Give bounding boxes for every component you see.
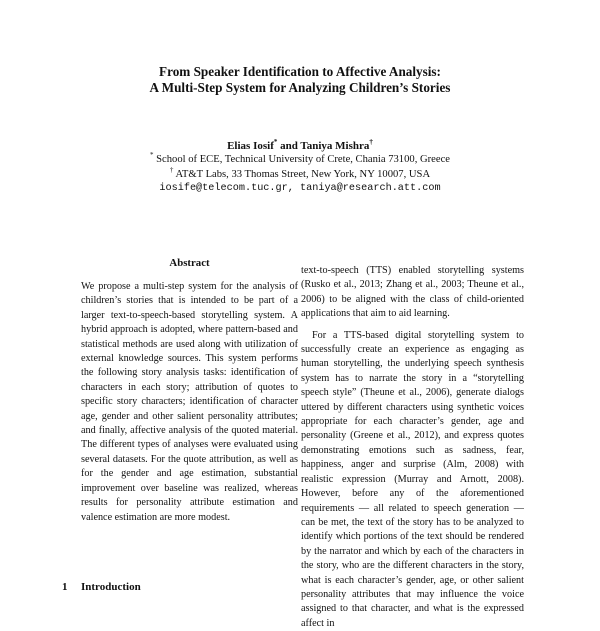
- affiliation-text-1: School of ECE, Technical University of Crete, Chania 73100, Greece: [153, 154, 450, 165]
- affiliation-mark-2: †: [169, 166, 174, 174]
- paper-title-line-1: From Speaker Identification to Affective Analysis:: [159, 64, 441, 79]
- section-number: 1: [62, 581, 68, 593]
- section-title: Introduction: [81, 581, 141, 593]
- author-conjunction: and: [277, 140, 301, 152]
- introduction-paragraph-2: For a TTS-based digital storytelling system to successfully create an experience as engaging as human storytelling, the underlying speech synthesis system has to narrate the story in a “storytelling speech style” (Theune et al., 2006), generate dialogs uttered by different characters using synthetic voices appropriate for each character’s gender, age and personality (Greene et al., 2012), and express quotes demonstrating emotions such as sadness, fear, happiness, anger and surprise (Alm, 2008) with realistic expression (Murray and Arnott, 2008). However, before any of the aforementioned requirements — all related to speech generation — can be met, the text of the story has to be analyzed to identify which portions of the text should be rendered by the narrator and which by each of the characters in the story, who are the different characters in the story, what is each character’s gender, age, or other salient personality attributes that may influence the voice assigned to that character, and what is the expressed affect in: [301, 329, 524, 629]
- author-emails: iosife@telecom.tuc.gr, taniya@research.att.com: [159, 183, 441, 194]
- affiliation-2: [0, 168, 600, 182]
- affiliation-mark-1: *: [150, 151, 154, 159]
- introduction-column: [301, 264, 524, 631]
- abstract-body: We propose a multi-step system for the analysis of children’s stories that is intended to be part of a larger text-to-speech-based storytelling system. A hybrid approach is adopted, where pattern-based and statistical methods are used along with utilization of external knowledge sources. This system performs the following story analysis tasks: identification of characters in each story; attribution of quotes to specific story characters; identification of character age, gender and other salient personality attributes; and finally, affective analysis of the quoted material. The different types of analyses were evaluated using several datasets. For the quote attribution, as well as for the gender and age estimation, substantial improvement over baseline was realized, whereas results for personality attribute estimation and valence estimation are more modest.: [81, 281, 298, 523]
- affiliation-1: [0, 153, 600, 167]
- author-mark-1: *: [273, 138, 278, 146]
- author-name-2: Taniya Mishra: [300, 140, 370, 152]
- section-heading-introduction: [62, 580, 141, 594]
- introduction-paragraph-1: text-to-speech (TTS) enabled storytelling systems (Rusko et al., 2013; Zhang et al., 2003; Theune et al., 2006) to be aligned with the class of child-oriented applications that aim to aid learning.: [301, 265, 524, 320]
- affiliation-text-2: AT&T Labs, 33 Thomas Street, New York, NY 10007, USA: [173, 169, 431, 180]
- author-line: [0, 139, 600, 153]
- author-name-1: Elias Iosif: [227, 140, 274, 152]
- abstract-heading: Abstract: [169, 257, 210, 269]
- paper-title-line-2: A Multi-Step System for Analyzing Children’s Stories: [149, 80, 451, 95]
- author-mark-2: †: [369, 138, 373, 146]
